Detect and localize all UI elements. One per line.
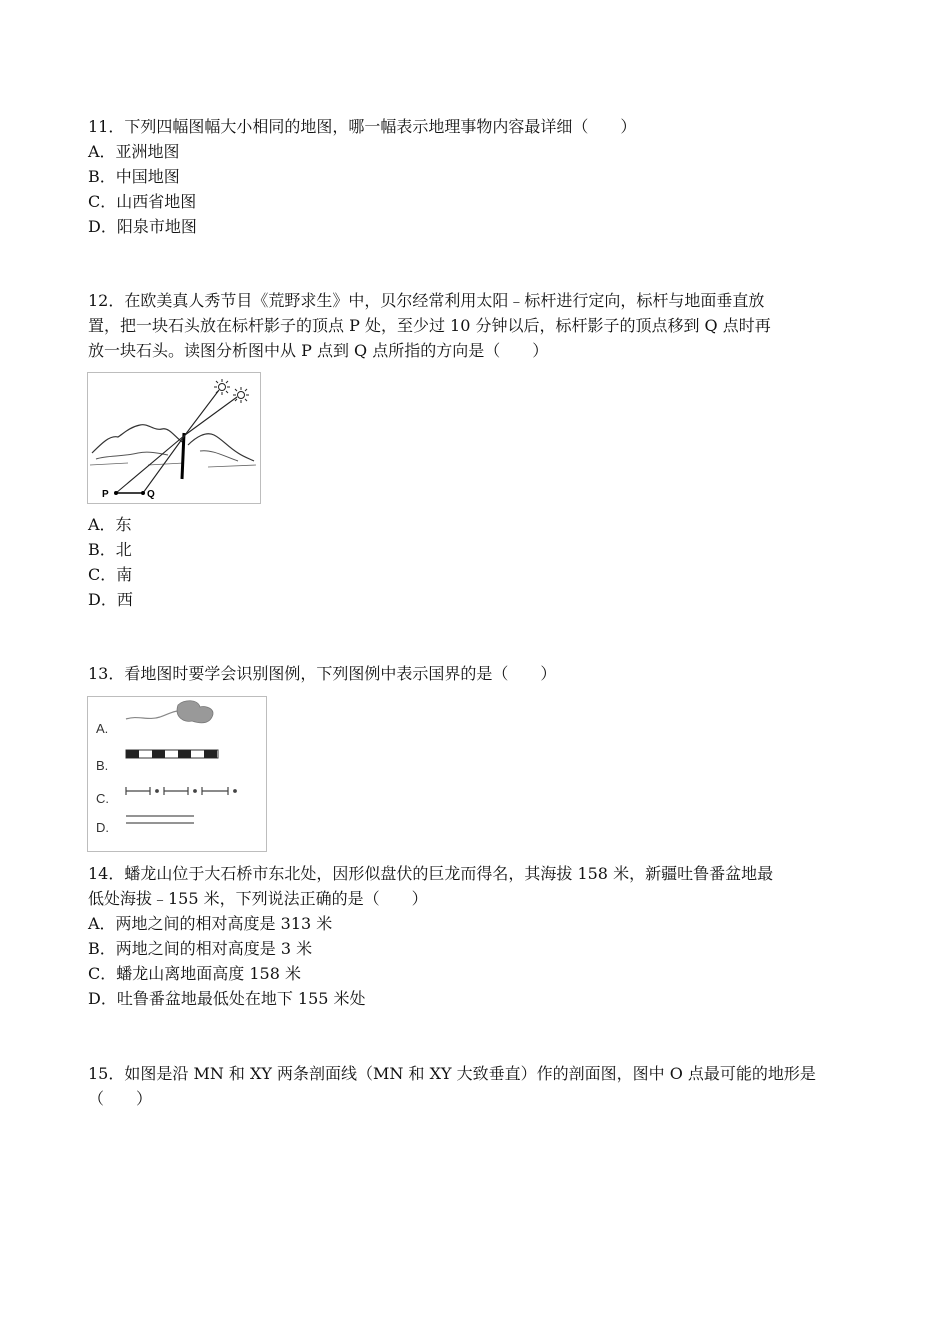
label-q: Q <box>147 489 155 500</box>
q14-option-a: A．两地之间的相对高度是 313 米 <box>88 914 333 933</box>
legend-figure <box>87 696 267 852</box>
mountain-right-shade <box>200 451 238 461</box>
point-p <box>114 491 118 495</box>
ground-hatching <box>90 463 256 467</box>
sun-ray-1 <box>185 390 219 435</box>
q12-option-c: C．南 <box>88 565 133 584</box>
q12-stem-line-1: 12．在欧美真人秀节目《荒野求生》中，贝尔经常利用太阳﹣标杆进行定向，标杆与地面垂直放 <box>88 291 765 310</box>
legend-diagram <box>88 697 266 851</box>
q14-stem-line-2: 低处海拔﹣155 米，下列说法正确的是（ ） <box>88 889 428 908</box>
q12-option-b: B．北 <box>88 540 132 559</box>
q15-stem-line-2: （ ） <box>88 1089 153 1108</box>
q12-stem-line-2: 置，把一块石头放在标杆影子的顶点 P 处，至少过 10 分钟以后，标杆影子的顶点移到 Q 点时再 <box>88 316 771 335</box>
sun-pole-diagram <box>88 373 260 503</box>
legend-b-railway <box>126 750 218 758</box>
sun-ray-2 <box>185 397 237 435</box>
q14-stem-line-1: 14．蟠龙山位于大石桥市东北处，因形似盘伏的巨龙而得名，其海拔 158 米，新疆吐鲁番盆地最 <box>88 864 774 883</box>
q15-stem-line-1: 15．如图是沿 MN 和 XY 两条剖面线（MN 和 XY 大致垂直）作的剖面图，图中 O 点最可能的地形是 <box>88 1064 816 1083</box>
legend-c-boundary <box>126 787 236 795</box>
q14-option-b: B．两地之间的相对高度是 3 米 <box>88 939 313 958</box>
legend-d-double-line <box>126 816 194 823</box>
q11-option-c: C．山西省地图 <box>88 192 197 211</box>
legend-label-c: C. <box>96 791 109 806</box>
q12-option-a: A．东 <box>88 515 132 534</box>
q13-stem-line-1: 13．看地图时要学会识别图例，下列图例中表示国界的是（ ） <box>88 664 557 683</box>
point-q <box>141 491 145 495</box>
legend-label-a: A. <box>96 721 109 736</box>
q11-option-a: A．亚洲地图 <box>88 142 180 161</box>
q11-stem-line-1: 11．下列四幅图幅大小相同的地图，哪一幅表示地理事物内容最详细（ ） <box>88 117 637 136</box>
mountain-left-outline <box>92 425 184 453</box>
shadow-line-q <box>143 435 185 493</box>
legend-label-d: D. <box>96 820 109 835</box>
mountain-right-outline <box>188 434 254 461</box>
q14-option-c: C．蟠龙山离地面高度 158 米 <box>88 964 301 983</box>
legend-a-lake <box>177 701 213 723</box>
shadow-line-p <box>116 435 185 493</box>
q14-option-d: D．吐鲁番盆地最低处在地下 155 米处 <box>88 989 366 1008</box>
pole <box>182 433 184 479</box>
label-p: P <box>102 489 109 500</box>
legend-label-b: B. <box>96 758 109 773</box>
q12-option-d: D．西 <box>88 590 133 609</box>
q11-option-b: B．中国地图 <box>88 167 180 186</box>
q11-option-d: D．阳泉市地图 <box>88 217 197 236</box>
q12-stem-line-3: 放一块石头。读图分析图中从 P 点到 Q 点所指的方向是（ ） <box>88 341 549 360</box>
legend-a-river <box>126 711 178 719</box>
sun-icon <box>233 387 249 403</box>
sun-pole-figure <box>87 372 261 504</box>
